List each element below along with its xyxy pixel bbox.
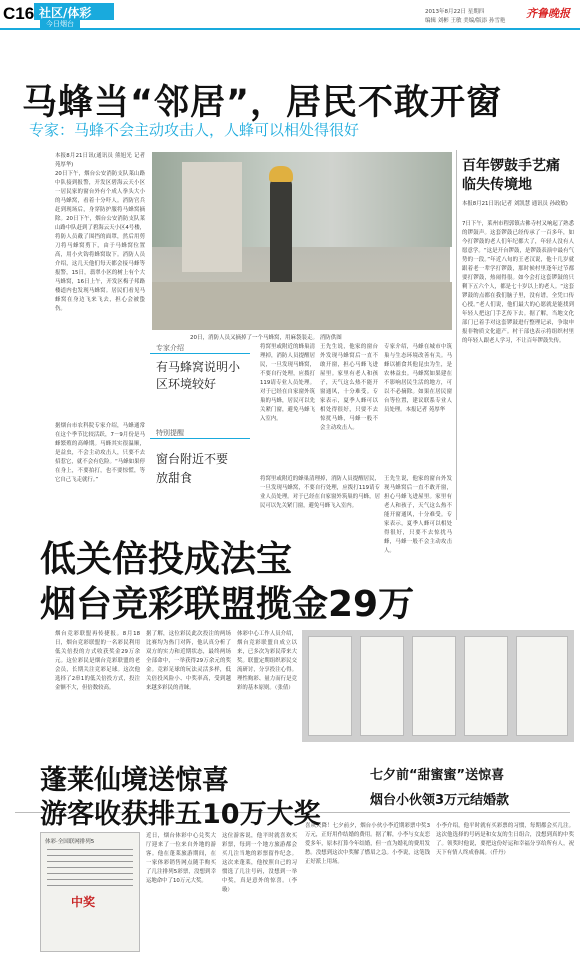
date-line: 2013年8月22日 星期四 <box>425 9 485 15</box>
story4-column-1: 喜从天降！七夕前夕，烟台小伙小李近期彩票中奖3万元，正好用作结婚的费用。据了解，小李与女友恋爱多年，原本打算今年结婚，但一直为婚礼的费用发愁。没想到这次中奖解了燃眉之急。小李说，这笔钱正好派上用场。 <box>305 823 430 865</box>
ticket-3 <box>412 636 456 736</box>
story2-headline-line1: 低关倍投成法宝 <box>40 539 293 580</box>
story2-column-1: 烟台竞彩联盟再传捷报。8月18日，烟台竞彩联盟的一名彩民利用低关倍投的方式收获奖金29万余元。这位彩民是烟台竞彩联盟的老会员，长期关注竞彩足球。这次他选择了2串1的低关倍投方式，投注金额不大，但倍数较高。 <box>55 631 140 691</box>
story1-headline: 马蜂当“邻居”，居民不敢开窗 <box>22 83 503 123</box>
story1-byline: 本报8月21日讯(通讯员 熊旭光 记者 苑厚华) <box>55 153 145 168</box>
masthead-logo: 齐鲁晚报 <box>526 7 570 20</box>
firefighter-helmet <box>269 166 293 182</box>
ticket-1 <box>308 636 352 736</box>
story3-column-2: 这位游客说，他平时就喜欢买彩票，每到一个地方旅游都会买几注当地的彩票留作纪念。这次来蓬莱，他按照自己的习惯选了几注号码，没想到一举中奖，真是意外的惊喜。（李璇） <box>222 833 297 893</box>
story2-column-3: 体彩中心工作人员介绍，烟台竞彩联盟自成立以来，已多次为彩民带来大奖。联盟定期组织彩民交流研讨，分享投注心得。理性购彩、量力而行是竞彩的基本原则。（张倩） <box>237 631 297 691</box>
editor-line: 编辑 刘彬 王敏 美编/版添 孙雪艳 <box>425 18 506 24</box>
photo-ground <box>152 282 452 330</box>
page-code: C16 <box>3 4 35 23</box>
story4-headline-line2: 烟台小伙领3万元结婚款 <box>370 793 510 808</box>
story2-headline-line2: 烟台竞彩联盟揽金29万 <box>40 584 415 625</box>
sidebar-divider <box>456 150 457 520</box>
story2-column-2: 据了解，这位彩民此次投注的两场比赛均为热门对阵，他认真分析了双方的实力和近期状态，最终两场全部命中，一举获得29万余元的奖金。竞彩足球的玩法灵活多样，低关倍投风险小、中奖率高，受到越来越多彩民的青睐。 <box>146 631 231 691</box>
sidebar-headline: 百年锣鼓手艺痛临失传境地 <box>462 158 560 193</box>
story1-column-1b: 据烟台市农科院专家介绍，马蜂通常在这个季节比较活跃，7－9月份是马蜂繁殖的高峰期。马蜂其实很温顺，是益虫，不会主动攻击人，只要不去招惹它，就不会有危险。“马蜂如果停在身上，不要拍打，也不要惊慌，等它自己飞走就行。” <box>55 423 145 483</box>
fire-fighter-photo <box>152 152 450 330</box>
story1-column-5: 将窝里或附近的蜂巢清理掉，消防人员提醒居民，一旦发现马蜂窝，不要自行处理，应拨打119请专业人员处理。对于已经在自家窗外筑巢的马蜂，居民可以先关紧门窗，避免马蜂飞入室内。 <box>260 476 380 509</box>
story4-headline-line1: 七夕前“甜蜜蜜”送惊喜 <box>370 768 505 783</box>
story3-headline-line2: 游客收获排五10万大奖 <box>40 799 321 830</box>
sidebar-byline: 本报8月21日讯(记者 刘凯慧 通讯员 孙政敏) <box>462 201 568 207</box>
header-rule <box>0 28 580 30</box>
story1-column-2: 将窝里或附近的蜂巢清理掉，消防人员提醒居民，一旦发现马蜂窝，不要自行处理，应拨打119请专业人员处理。对于已经在自家窗外筑巢的马蜂，居民可以先关紧门窗，避免马蜂飞入室内。 <box>260 344 315 422</box>
story4-column-2: 小李介绍，他平时就有买彩票的习惯，每期都会买几注。这次他选择的号码是和女友的生日组合，没想到真的中奖了。领奖时他说，要把这份好运和幸福分享给所有人，祝天下有情人终成眷属。（仟丹） <box>436 823 574 856</box>
box1-rule <box>150 353 250 354</box>
story1-column-6: 王先生说，他家的窗台外发现马蜂窝后一直不敢开窗，担心马蜂飞进屋里。家里有老人和孩子，天气这么热不能开窗通风，十分难受。专家表示，夏季人蜂可以相处得很好，只要不去惊扰马蜂，马蜂一般不会主动攻击人。 <box>384 476 452 554</box>
box1-title: 专家介绍 <box>156 344 184 352</box>
box2-title: 特别提醒 <box>156 429 184 437</box>
story1-column-1: 20日下午，烟台公安消防支队莱山路中队接到报警，开发区碧海云天小区一居民家的窗台外有个成人拳头大小的马蜂窝，看着十分吓人。消防官兵赶到现场后，身穿防护服将马蜂窝摘除。20日下午，烟台公安消防支队莱山路中队赶到了碧海云天小区4号楼，将防人员戴了围挡的面罩，然后用剪刀将马蜂窝剪下，由于马蜂窝位置高，用小火钩将蜂窝取下。消防人员介绍，这几天他们每天都会接马蜂等报警，15日，翡翠小区的树上有个大马蜂窝，16日上午，开发区梅子邦路楼道内也发现马蜂窝。居民们看见马蜂窝在身边飞来飞去，担心会被蛰伤。 <box>55 171 145 312</box>
lottery-tickets-photo <box>302 630 574 742</box>
box1-text: 有马蜂窝说明小区环境较好 <box>156 360 241 391</box>
photo-caption: 20日，消防人员又摘掉了一个马蜂窝，用麻袋装走。 消防供图 <box>190 335 342 341</box>
story3-column-1: 近日，烟台体彩中心兑奖大厅迎来了一位来自外地的游客。他在蓬莱旅游期间，在一家体彩销售网点随手购买了几注排列5彩票，没想到幸运地命中了10万元大奖。 <box>146 833 216 884</box>
sidebar-body: 7日下午，莱州市程郭镇古佛寺村又响起了熟悉的锣鼓声。这套锣鼓已经传承了一百多年，如今打锣鼓的老人们年纪都大了，年轻人没有人愿意学。“这是开台锣鼓，是锣鼓表演中最有气势的一段。”年近八旬的王老汉说，他十几岁就跟着老一辈学打锣鼓，那时候村里逢年过节都要打锣鼓，热闹得很。如今会打这套锣鼓的只剩下五六个人，都是七十岁以上的老人。“这套锣鼓的点都在我们脑子里，没有谱，全凭口传心授。”老人们说，他们最大的心愿就是能找到年轻人把这门手艺传下去。据了解，当地文化部门已着手对这套锣鼓进行整理记录，争取申报非物质文化遗产。村干部也表示将组织村里的年轻人跟老人学习，不让百年锣鼓失传。 <box>462 221 574 344</box>
page-header <box>0 0 580 30</box>
winning-ticket-photo <box>40 832 140 952</box>
section-label-bar <box>34 3 114 20</box>
ticket-2 <box>360 636 404 736</box>
firefighter-figure <box>270 177 292 297</box>
ticket-lines <box>47 849 133 889</box>
box2-rule <box>150 438 250 439</box>
ticket-title: 体彩·全国联网排列5 <box>45 839 95 845</box>
story1-column-3: 王先生说，他家的窗台外发现马蜂窝后一直不敢开窗，担心马蜂飞进屋里。家里有老人和孩子，天气这么热不能开窗通风，十分难受。专家表示，夏季人蜂可以相处得很好，只要不去惊扰马蜂，马蜂一般不会主动攻击人。 <box>320 344 378 431</box>
photo-building-wall <box>182 162 242 272</box>
ticket-5 <box>516 636 568 736</box>
pull-quote-box-2 <box>150 428 250 500</box>
box2-text: 窗台附近不要放甜食 <box>156 452 229 485</box>
section-label: 社区/体彩 <box>39 6 92 20</box>
story1-column-4: 专家介绍，马蜂在城市中筑巢与生态环境改善有关。马蜂以捕食其他昆虫为生，是农林益虫。马蜂窝如果建在不影响居民生活的地方，可以不必摘除。如果在居民窗台等位置，建议联系专业人员处理。本报记者 苑厚华 <box>384 344 452 413</box>
pull-quote-box-1 <box>150 343 250 415</box>
story1-subhead: 专家：马蜂不会主动攻击人，人蜂可以相处得很好 <box>29 121 360 139</box>
ticket-win-stamp: 中奖 <box>71 895 96 909</box>
story3-headline-line1: 蓬莱仙境送惊喜 <box>40 765 229 796</box>
sub-section-label: 今日烟台 <box>40 20 80 29</box>
ticket-4 <box>464 636 508 736</box>
